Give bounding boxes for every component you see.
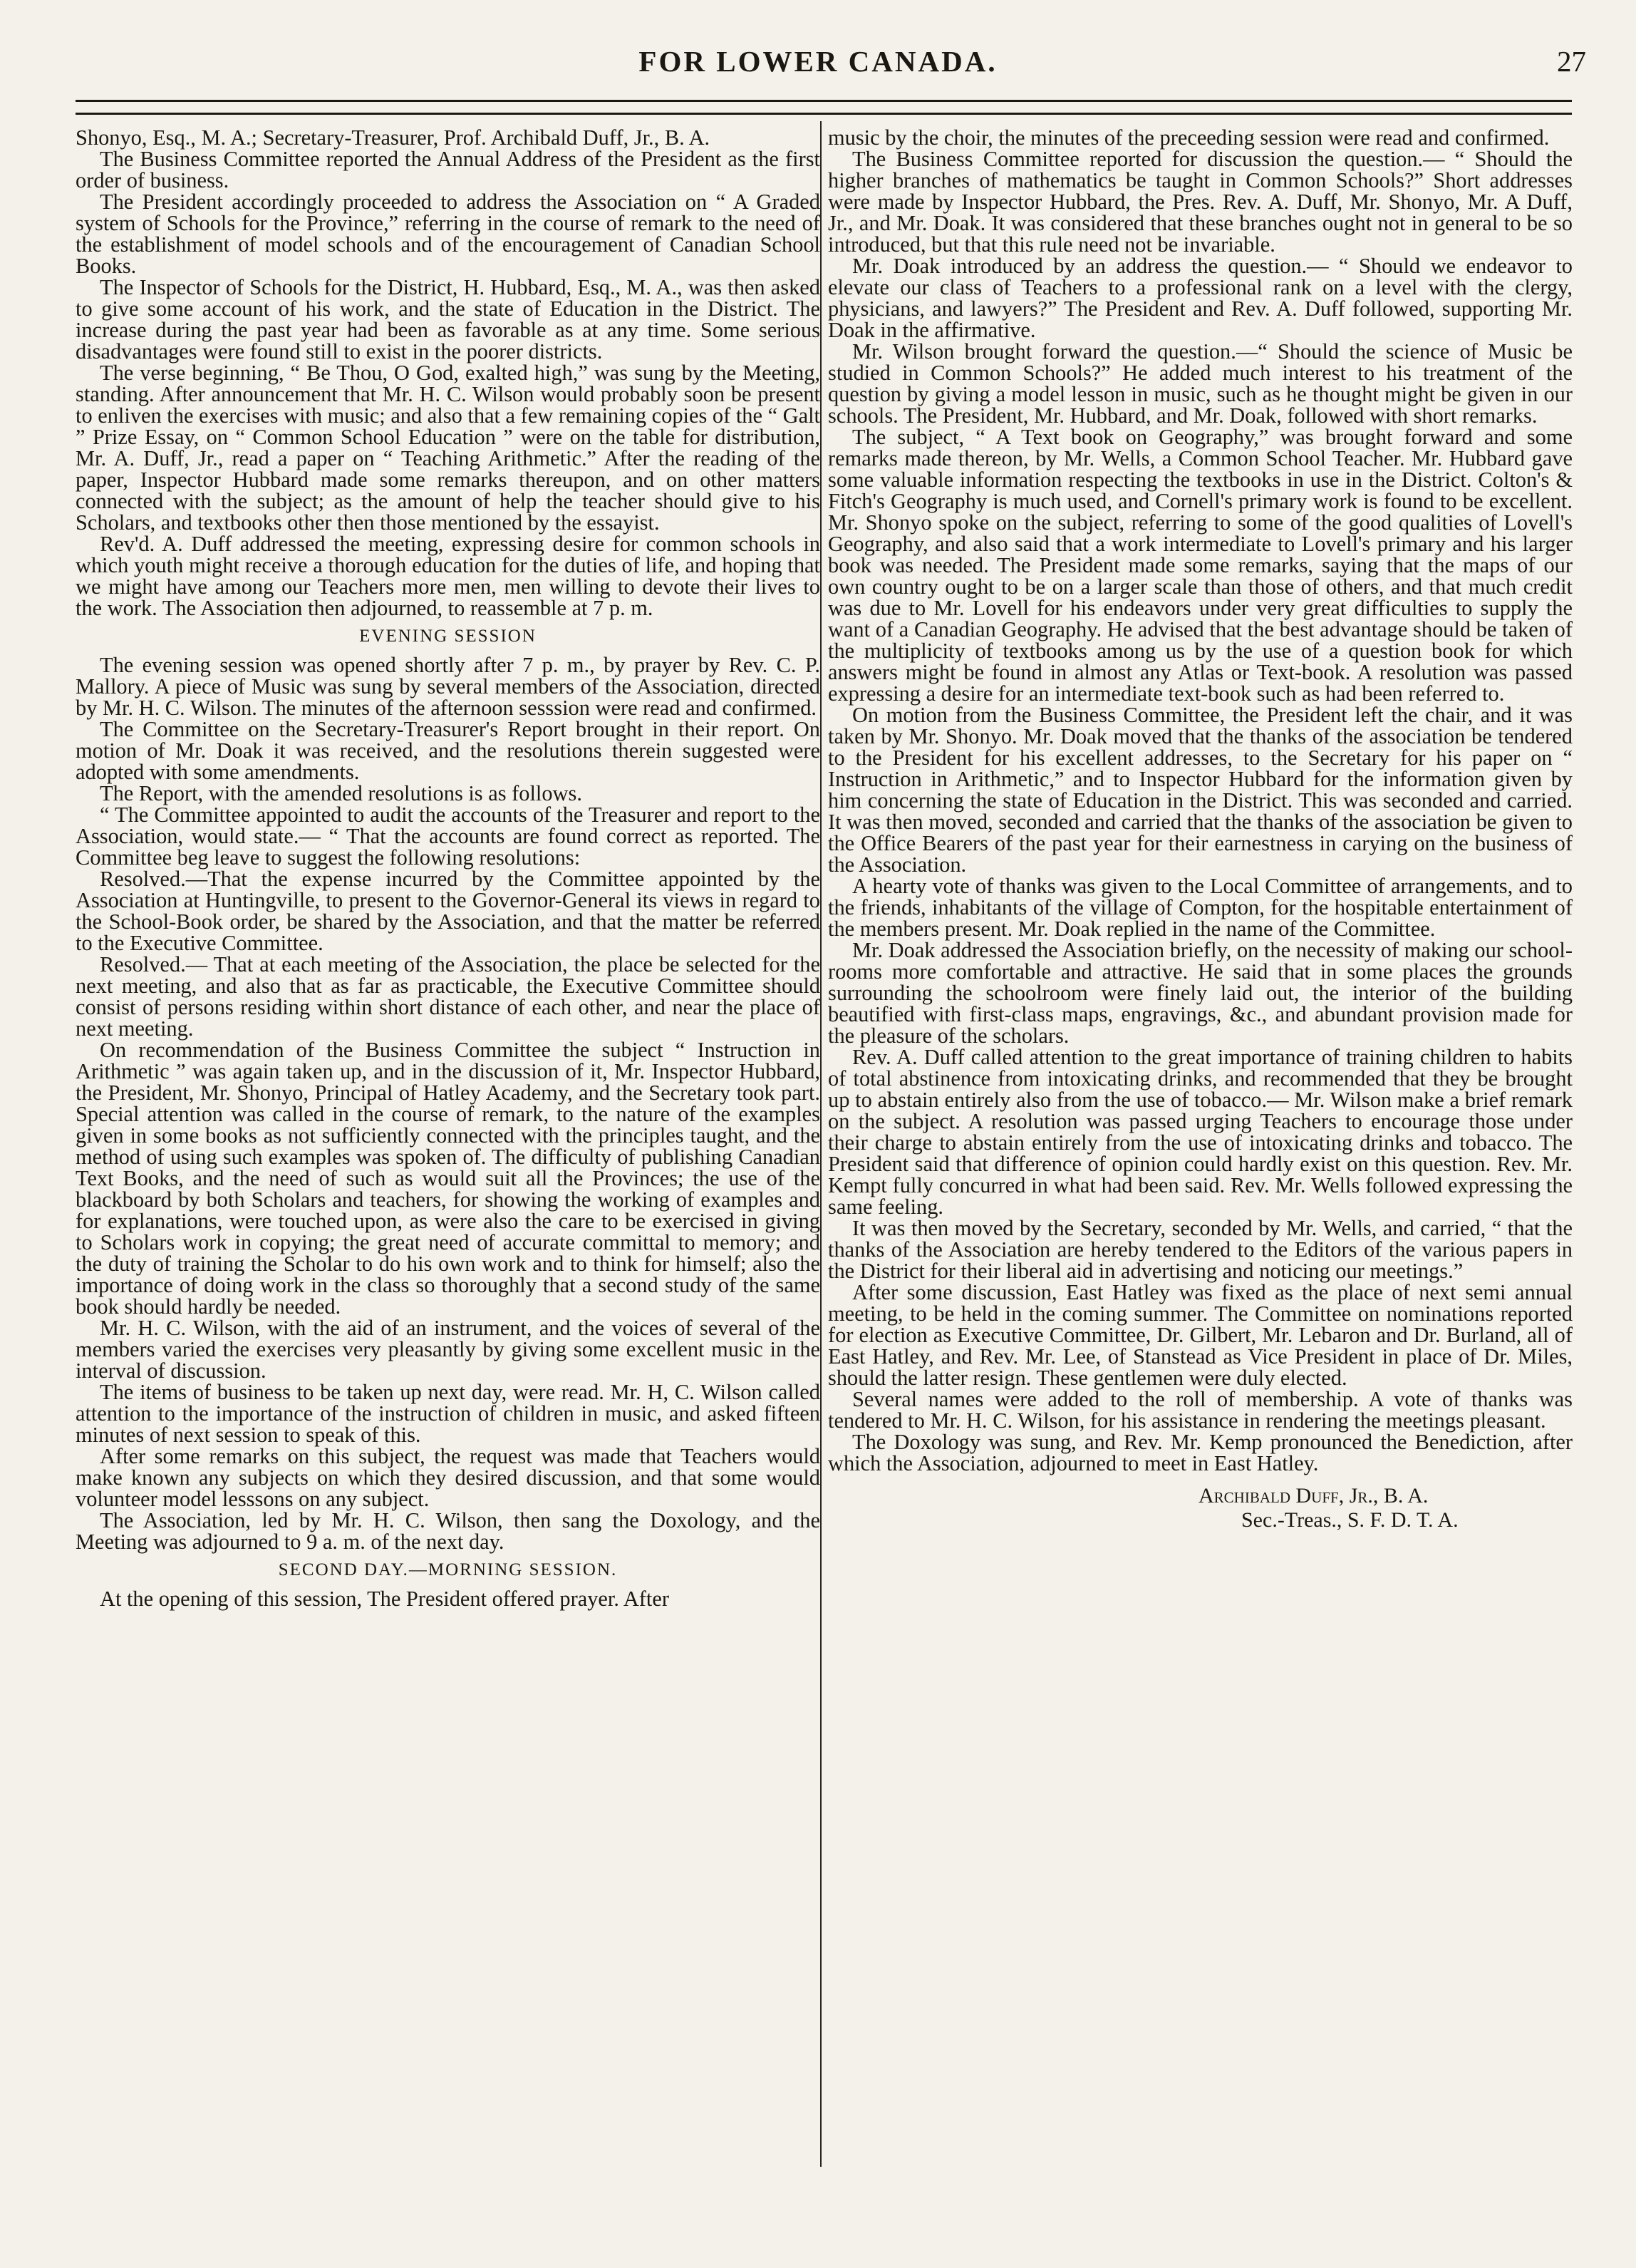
paragraph: The Business Committee reported for discussion the question.— “ Should the higher branches of mathematics be taught in Common Schools?” Short addresses were made by Inspector Hubbard, the Pres. Rev. A. Duff, Mr. Shonyo, Mr. A Duff, Jr., and Mr. Doak. It was considered that these branches ought not in general to be so introduced, but that this rule need not be invariable. — [828, 147, 1573, 257]
running-head — [0, 44, 1636, 87]
paragraph: The Committee on the Secretary-Treasurer's Report brought in their report. On motion of Mr. Doak it was received, and the resolutions therein suggested were adopted with some amendments. — [76, 717, 820, 784]
paragraph: It was then moved by the Secretary, seconded by Mr. Wells, and carried, “ that the thanks of the Association are hereby tendered to the Editors of the various papers in the District for their liberal aid in advertising and noticing our meetings.” — [828, 1216, 1573, 1283]
signature — [828, 1484, 1573, 1532]
left-column — [76, 127, 820, 1609]
paragraph: At the opening of this session, The President offered prayer. After — [100, 1587, 669, 1611]
paragraph: The Inspector of Schools for the District, H. Hubbard, Esq., M. A., was then asked to give some account of his work, and the state of Education in the District. The increase during the past year had been as favorable as at any time. Some serious disadvantages were found still to exist in the poorer districts. — [76, 275, 820, 364]
running-title: FOR LOWER CANADA. — [638, 45, 998, 78]
paragraph: Resolved.—That the expense incurred by the Committee appointed by the Association at Huntingville, to present to the Governor-General its views in regard to the School-Book order, be shared by the Association, and that the matter be referred to the Executive Committee. — [76, 867, 820, 955]
paragraph: The President accordingly proceeded to address the Association on “ A Graded system of Schools for the Province,” referring in the course of remark to the need of the establishment of model schools and of the encouragement of Canadian School Books. — [76, 190, 820, 278]
paragraph: Several names were added to the roll of membership. A vote of thanks was tendered to Mr. H. C. Wilson, for his assistance in rendering the meetings pleasant. — [828, 1387, 1573, 1433]
paragraph: Mr. Doak addressed the Association briefly, on the necessity of making our school-rooms more comfortable and attractive. He said that in some places the grounds surrounding the schoolroom were finely laid out, the interior of the building beautified with first-class maps, engravings, &c., and abundant provision made for the pleasure of the scholars. — [828, 938, 1573, 1048]
paragraph: “ The Committee appointed to audit the accounts of the Treasurer and report to the Association, would state.— “ That the accounts are found correct as reported. The Committee beg leave to suggest the following resolutions: — [76, 803, 820, 870]
paragraph: The evening session was opened shortly after 7 p. m., by prayer by Rev. C. P. Mallory. A piece of Music was sung by several members of the Association, directed by Mr. H. C. Wilson. The minutes of the afternoon sesssion were read and confirmed. — [76, 653, 820, 720]
right-column — [828, 127, 1573, 1532]
paragraph: Mr. H. C. Wilson, with the aid of an instrument, and the voices of several of the members varied the exercises very pleasantly by giving some excellent music in the interval of discussion. — [76, 1316, 820, 1383]
paragraph: After some discussion, East Hatley was fixed as the place of next semi annual meeting, to be held in the coming summer. The Committee on nominations reported for election as Executive Committee, Dr. Gilbert, Mr. Lebaron and Dr. Burland, all of East Hatley, and Rev. Mr. Lee, of Stanstead as Vice President in place of Dr. Miles, should the latter resign. These gentlemen were duly elected. — [828, 1280, 1573, 1390]
paragraph: On motion from the Business Committee, the President left the chair, and it was taken by Mr. Shonyo. Mr. Doak moved that the thanks of the association be tendered to the President for his excellent addresses, to the Secretary for his paper on “ Instruction in Arithmetic,” and to Inspector Hubbard for the information given by him concerning the state of Education in the District. This was seconded and carried. It was then moved, seconded and carried that the thanks of the association be given to the Office Bearers of the past year for their earnestness in carying on the business of the Association. — [828, 703, 1573, 877]
paragraph: Mr. Wilson brought forward the question.—“ Should the science of Music be studied in Common Schools?” He added much interest to his treatment of the question by giving a model lesson in music, such as he thought might be given in our schools. The President, Mr. Hubbard, and Mr. Doak, followed with short remarks. — [828, 339, 1573, 428]
paragraph: The subject, “ A Text book on Geography,” was brought forward and some remarks made thereon, by Mr. Wells, a Common School Teacher. Mr. Hubbard gave some valuable information respecting the textbooks in use in the District. Colton's & Fitch's Geography is much used, and Cornell's primary work is found to be excellent. Mr. Shonyo spoke on the subject, referring to some of the good qualities of Lovell's Geography, and also said that a work intermediate to Lovell's primary and his larger book was needed. The President made some remarks, saying that the maps of our own country ought to be on a larger scale than those of others, and that much credit was due to Mr. Lovell for his endeavors under very great difficulties to supply the want of a Canadian Geography. He advised that the best advantage should be taken of the multiplicity of textbooks among us by the use of a question book for which answers might be found in almost any Atlas or Text-book. A resolution was passed expressing a desire for an intermediate text-book such as had been referred to. — [828, 425, 1573, 706]
header-rule-bottom — [76, 113, 1572, 115]
second-day-heading: SECOND DAY.—MORNING SESSION. — [278, 1560, 618, 1579]
paragraph: Mr. Doak introduced by an address the question.— “ Should we endeavor to elevate our class of Teachers to a professional rank on a level with the clergy, physicians, and lawyers?” The President and Rev. A. Duff followed, supporting Mr. Doak in the affirmative. — [828, 254, 1573, 342]
header-rule-top — [76, 100, 1572, 102]
paragraph: A hearty vote of thanks was given to the Local Committee of arrangements, and to the friends, inhabitants of the village of Compton, for the hospitable entertainment of the members present. Mr. Doak replied in the name of the Committee. — [828, 874, 1573, 941]
paragraph: The items of business to be taken up next day, were read. Mr. H, C. Wilson called attention to the importance of the instruction of children in music, and asked fifteen minutes of next session to speak of this. — [76, 1380, 820, 1447]
signature-name: Archibald Duff, Jr., B. A. — [1198, 1484, 1429, 1507]
paragraph: The Report, with the amended resolutions is as follows. — [100, 781, 582, 805]
evening-session-heading: EVENING SESSION — [359, 627, 537, 646]
paragraph: music by the choir, the minutes of the preceeding session were read and confirmed. — [828, 125, 1550, 150]
signature-title: Sec.-Treas., S. F. D. T. A. — [1241, 1508, 1459, 1532]
column-divider — [820, 121, 822, 2167]
paragraph: The verse beginning, “ Be Thou, O God, exalted high,” was sung by the Meeting, standing. After announcement that Mr. H. C. Wilson would probably soon be present to enliven the exercises with music; and also that a few remaining copies of the “ Galt ” Prize Essay, on “ Common School Education ” were on the table for distribution, Mr. A. Duff, Jr., read a paper on “ Teaching Arithmetic.” After the reading of the paper, Inspector Hubbard made some remarks thereupon, and on other matters connected with the subject; as the amount of help the teacher should give to his Scholars, and textbooks other then those mentioned by the essayist. — [76, 361, 820, 535]
paragraph: After some remarks on this subject, the request was made that Teachers would make known any subjects on which they desired discussion, and that some would volunteer model lesssons on any subject. — [76, 1444, 820, 1511]
paragraph: Rev. A. Duff called attention to the great importance of training children to habits of total abstinence from intoxicating drinks, and recommended that they be brought up to abstain entirely also from the use of tobacco.— Mr. Wilson make a brief remark on the subject. A resolution was passed urging Teachers to encourage those under their charge to abstain entirely from the use of intoxicating drinks and tobacco. The President said that difference of opinion could hardly exist on this question. Rev. Mr. Kempt fully concurred in what had been said. Rev. Mr. Wells followed expressing the same feeling. — [828, 1045, 1573, 1219]
paragraph: The Doxology was sung, and Rev. Mr. Kemp pronounced the Benediction, after which the Association, adjourned to meet in East Hatley. — [828, 1430, 1573, 1475]
paragraph: Resolved.— That at each meeting of the Association, the place be selected for the next meeting, and also that as far as practicable, the Executive Committee should consist of persons residing within short distance of each other, and near the place of next meeting. — [76, 952, 820, 1041]
paragraph: The Association, led by Mr. H. C. Wilson, then sang the Doxology, and the Meeting was adjourned to 9 a. m. of the next day. — [76, 1508, 820, 1554]
paragraph: On recommendation of the Business Committee the subject “ Instruction in Arithmetic ” was again taken up, and in the discussion of it, Mr. Inspector Hubbard, the President, Mr. Shonyo, Principal of Hatley Academy, and the Secretary took part. Special attention was called in the course of remark, to the nature of the examples given in some books as not sufficiently connected with the principles taught, and the method of using such examples was spoken of. The difficulty of publishing Canadian Text Books, and the need of such as would suit all the Provinces; the use of the blackboard by both Scholars and teachers, for showing the working of examples and for explanations, were touched upon, as were also the care to be exercised in giving to Scholars work in copying; the great need of accurate committal to memory; and the duty of training the Scholar to do his own work and to think for himself; also the importance of doing work in the class so thoroughly that a second study of the same book should hardly be needed. — [76, 1038, 820, 1319]
paragraph: Shonyo, Esq., M. A.; Secretary-Treasurer, Prof. Archibald Duff, Jr., B. A. — [76, 125, 710, 150]
paragraph: The Business Committee reported the Annual Address of the President as the first order of business. — [76, 147, 820, 192]
paragraph: Rev'd. A. Duff addressed the meeting, expressing desire for common schools in which youth might receive a thorough education for the duties of life, and hoping that we might have among our Teachers more men, men willing to devote their lives to the work. The Association then adjourned, to reassemble at 7 p. m. — [76, 532, 820, 620]
page-number: 27 — [1557, 45, 1586, 78]
